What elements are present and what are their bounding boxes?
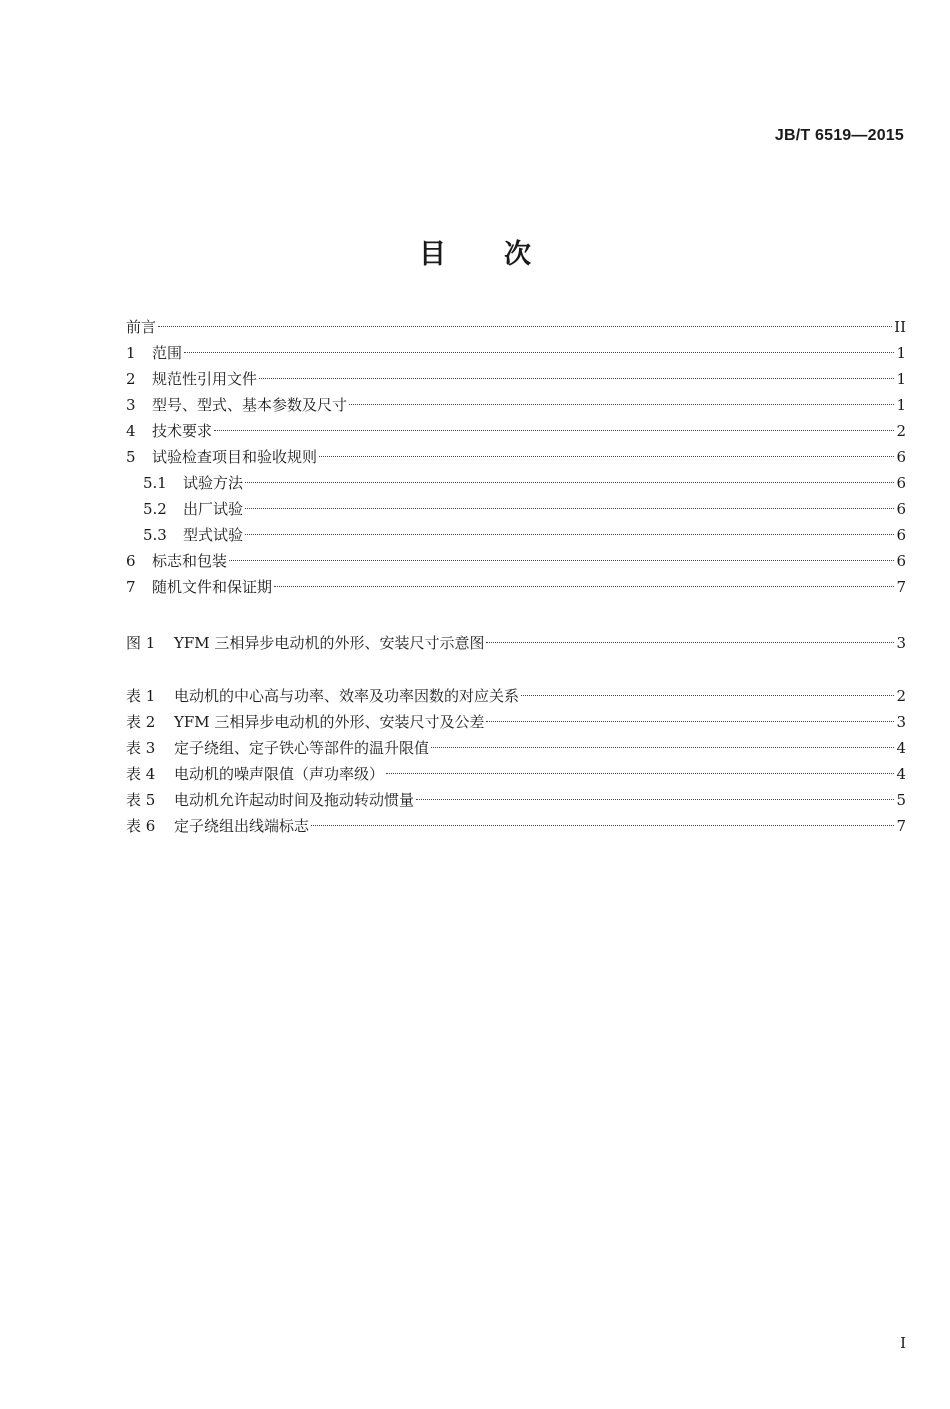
- toc-tables: [126, 683, 906, 839]
- toc-leader-dots: [259, 378, 894, 379]
- toc-entry-number: 表 5: [126, 791, 156, 809]
- toc-entry-number: 5.1: [143, 474, 167, 492]
- toc-entry-page: 1: [896, 370, 906, 388]
- toc-entry-label: 试验方法: [183, 474, 244, 492]
- toc-entry-number: 3: [126, 396, 136, 414]
- toc-leader-dots: [386, 773, 894, 774]
- toc-entry-label: 范围: [152, 344, 183, 362]
- toc-leader-dots: [416, 799, 894, 800]
- toc-entry[interactable]: [126, 630, 906, 656]
- toc-entry[interactable]: [126, 548, 906, 574]
- toc-leader-dots: [214, 430, 894, 431]
- toc-entry[interactable]: [126, 813, 906, 839]
- toc-entry[interactable]: [126, 496, 906, 522]
- toc-entry-page: 4: [896, 765, 906, 783]
- toc-entry-number: 2: [126, 370, 136, 388]
- toc-entry-number: 4: [126, 422, 136, 440]
- toc-entry[interactable]: [126, 470, 906, 496]
- toc-leader-dots: [521, 695, 894, 696]
- toc-entry-page: 6: [896, 448, 906, 466]
- toc-entry-page: 1: [896, 344, 906, 362]
- toc-entry-number: 5.2: [143, 500, 167, 518]
- toc-entry-page: 6: [896, 552, 906, 570]
- toc-entry[interactable]: [126, 574, 906, 600]
- toc-entry-label: 试验检查项目和验收规则: [152, 448, 318, 466]
- toc-entry[interactable]: [126, 787, 906, 813]
- toc-entry-label: 定子绕组、定子铁心等部件的温升限值: [174, 739, 430, 757]
- toc-entry-number: 表 3: [126, 739, 156, 757]
- toc-entry-label: YFM 三相异步电动机的外形、安装尺寸及公差: [174, 713, 485, 731]
- toc-entry[interactable]: [126, 683, 906, 709]
- toc-sections: [126, 314, 906, 600]
- toc-entry[interactable]: [126, 522, 906, 548]
- toc-entry-page: 3: [896, 634, 906, 652]
- toc-entry-page: 6: [896, 500, 906, 518]
- toc-leader-dots: [274, 586, 894, 587]
- title-char-1: 目: [419, 239, 446, 270]
- toc-entry-number: 5.3: [143, 526, 167, 544]
- toc-entry-page: 7: [896, 817, 906, 835]
- toc-entry-number: 表 4: [126, 765, 156, 783]
- toc-entry-page: 6: [896, 526, 906, 544]
- toc-entry[interactable]: [126, 735, 906, 761]
- toc-entry-number: 7: [126, 578, 136, 596]
- toc-entry[interactable]: [126, 761, 906, 787]
- toc-entry-label: 技术要求: [152, 422, 213, 440]
- standard-code: JB/T 6519—2015: [774, 127, 904, 144]
- toc-leader-dots: [229, 560, 894, 561]
- toc-figures: [126, 630, 906, 656]
- toc-entry-label: 型式试验: [183, 526, 244, 544]
- title-char-2: 次: [504, 239, 531, 270]
- toc-entry-label: 定子绕组出线端标志: [174, 817, 310, 835]
- toc-leader-dots: [311, 825, 894, 826]
- toc-entry[interactable]: [126, 366, 906, 392]
- toc-leader-dots: [245, 482, 894, 483]
- toc-entry-page: 1: [896, 396, 906, 414]
- toc-entry[interactable]: [126, 314, 906, 340]
- toc-entry-page: 2: [896, 687, 906, 705]
- toc-entry-number: 1: [126, 344, 136, 362]
- toc-entry-page: 4: [896, 739, 906, 757]
- toc-entry-label: 电动机的中心高与功率、效率及功率因数的对应关系: [174, 687, 520, 705]
- toc-entry[interactable]: [126, 709, 906, 735]
- toc-entry-label: YFM 三相异步电动机的外形、安装尺寸示意图: [174, 634, 485, 652]
- toc-entry-page: 2: [896, 422, 906, 440]
- toc-leader-dots: [431, 747, 894, 748]
- toc-entry-number: 表 6: [126, 817, 156, 835]
- toc-entry-number: 5: [126, 448, 136, 466]
- toc-entry-number: 表 2: [126, 713, 156, 731]
- toc-entry-page: 6: [896, 474, 906, 492]
- toc-entry-page: 7: [896, 578, 906, 596]
- toc-entry-label: 规范性引用文件: [152, 370, 258, 388]
- page-folio: I: [900, 1334, 906, 1352]
- toc-entry-page: 3: [896, 713, 906, 731]
- toc-leader-dots: [245, 534, 894, 535]
- toc-leader-dots: [158, 326, 892, 327]
- toc-entry-label: 型号、型式、基本参数及尺寸: [152, 396, 348, 414]
- toc-entry-label: 前言: [126, 318, 157, 336]
- toc-leader-dots: [349, 404, 894, 405]
- toc-entry-page: II: [894, 318, 906, 336]
- toc-leader-dots: [319, 456, 894, 457]
- toc-entry-number: 表 1: [126, 687, 156, 705]
- toc-entry-page: 5: [896, 791, 906, 809]
- toc-leader-dots: [184, 352, 894, 353]
- toc-entry-label: 标志和包装: [152, 552, 228, 570]
- toc-entry[interactable]: [126, 444, 906, 470]
- toc-leader-dots: [245, 508, 894, 509]
- toc-leader-dots: [486, 721, 894, 722]
- toc-entry-label: 随机文件和保证期: [152, 578, 273, 596]
- toc-entry-label: 电动机的噪声限值（声功率级）: [174, 765, 385, 783]
- toc-leader-dots: [486, 642, 894, 643]
- page-title: [0, 232, 950, 271]
- toc-entry[interactable]: [126, 418, 906, 444]
- toc-entry-label: 电动机允许起动时间及拖动转动惯量: [174, 791, 415, 809]
- toc-entry[interactable]: [126, 340, 906, 366]
- toc-entry[interactable]: [126, 392, 906, 418]
- toc-entry-number: 6: [126, 552, 136, 570]
- toc-entry-label: 出厂试验: [183, 500, 244, 518]
- toc-entry-number: 图 1: [126, 634, 156, 652]
